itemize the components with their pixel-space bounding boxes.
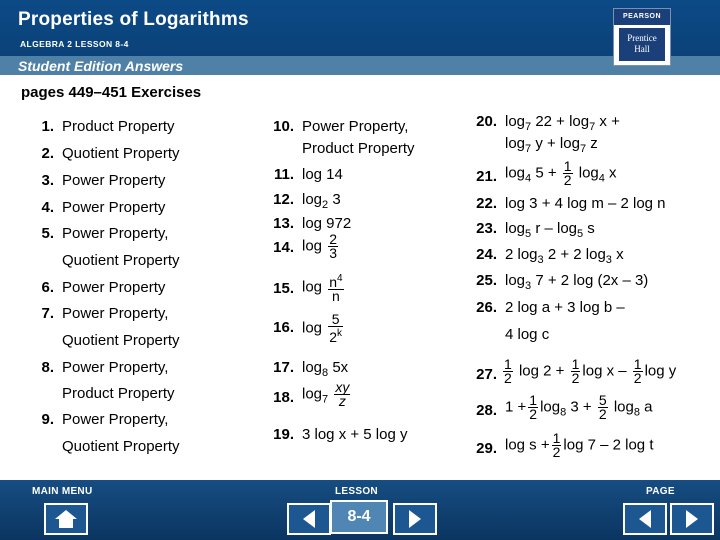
fraction-numerator: 1: [529, 392, 538, 408]
next-page-button[interactable]: [670, 503, 714, 535]
log-text: log 2 +: [518, 362, 565, 380]
log-arg: 7 + 2 log (2x – 3): [531, 272, 649, 289]
log-text: log: [302, 237, 323, 255]
log-text: 3 +: [566, 398, 592, 416]
answer-text: [302, 313, 345, 344]
arrow-left-icon: [301, 509, 317, 529]
answer-number: 12.: [273, 191, 294, 208]
log-arg: x: [611, 246, 624, 263]
log-text: log: [505, 220, 526, 237]
fraction-denominator: n: [331, 288, 340, 304]
next-lesson-button[interactable]: [393, 503, 437, 535]
lesson-label: LESSON: [335, 486, 378, 497]
log-text: y + log: [531, 135, 580, 152]
numerator-exponent: 4: [337, 273, 343, 284]
answer-number: 20.: [476, 113, 497, 130]
fraction-denominator: z: [338, 393, 346, 409]
log-arg: 3: [328, 191, 341, 208]
log-text: log: [613, 398, 634, 416]
log-base: 4: [598, 172, 605, 185]
log-base: 7: [589, 121, 596, 133]
log-text: log s +: [505, 436, 550, 454]
fraction: [503, 358, 513, 385]
fraction-denominator: 2: [571, 370, 580, 386]
answer-text: Power Property,: [62, 305, 169, 322]
answer-text: 2 log a + 3 log b –: [505, 299, 625, 316]
log-arg: z: [586, 135, 598, 152]
fraction: [334, 381, 350, 408]
answer-number: 27.: [476, 366, 497, 383]
logo-line1: Prentice: [627, 33, 657, 43]
log-text: log: [302, 278, 323, 296]
answer-text: Quotient Property: [62, 332, 180, 349]
log-text: log: [505, 113, 526, 130]
answer-number: 18.: [273, 389, 294, 406]
logo-top-text: PEARSON: [614, 9, 670, 25]
answer-number: 1.: [41, 118, 54, 135]
lesson-indicator: 8-4: [330, 500, 388, 534]
answer-number: 6.: [41, 279, 54, 296]
log-base: 8: [322, 367, 329, 379]
fraction: [328, 233, 338, 260]
fraction-denominator: 2: [598, 406, 607, 422]
answer-text: [505, 160, 617, 187]
answer-text: log 3 + 4 log m – 2 log n: [505, 195, 666, 212]
answer-number: 16.: [273, 319, 294, 336]
answer-text: Quotient Property: [62, 438, 180, 455]
answer-text: log 972: [302, 215, 352, 232]
log-arg: s: [583, 220, 595, 237]
log-text: log: [578, 164, 599, 182]
fraction: [552, 432, 562, 459]
answer-text: Power Property,: [62, 411, 169, 428]
fraction-numerator: 1: [571, 356, 580, 372]
log-base: 3: [525, 280, 532, 292]
answer-number: 25.: [476, 272, 497, 289]
log-arg: 5x: [328, 359, 349, 376]
home-icon: [54, 509, 78, 529]
answer-text: Quotient Property: [62, 252, 180, 269]
answer-number: 19.: [273, 426, 294, 443]
answer-text: Product Property: [62, 118, 175, 135]
log-base: 2: [322, 199, 329, 211]
log-arg: a: [639, 398, 653, 416]
log-base: 3: [537, 254, 544, 266]
log-text: log: [302, 385, 323, 403]
log-text: log 7 – 2 log t: [563, 436, 654, 454]
section-title: Student Edition Answers: [18, 58, 184, 74]
answer-number: 2.: [41, 145, 54, 162]
log-base: 8: [560, 406, 567, 419]
fraction-denominator: 2: [633, 370, 642, 386]
previous-lesson-button[interactable]: [287, 503, 331, 535]
answer-text: [505, 135, 598, 158]
fraction-denominator: [328, 327, 343, 344]
fraction-denominator: 2: [563, 172, 572, 188]
fraction-numerator: 5: [598, 392, 607, 408]
answer-text: Power Property,: [62, 225, 169, 242]
answer-number: 22.: [476, 195, 497, 212]
log-text: log y: [644, 362, 677, 380]
answer-text: [302, 381, 352, 408]
arrow-right-icon: [407, 509, 423, 529]
log-text: r – log: [531, 220, 578, 237]
fraction-numerator: 1: [504, 356, 512, 372]
answer-number: 13.: [273, 215, 294, 232]
answer-number: 26.: [476, 299, 497, 316]
main-menu-label: MAIN MENU: [32, 486, 93, 497]
answer-number: 29.: [476, 440, 497, 457]
answer-number: 3.: [41, 172, 54, 189]
answer-text: Quotient Property: [62, 145, 180, 162]
log-text: log: [505, 135, 526, 152]
arrow-left-icon: [637, 509, 653, 529]
log-text: 1 +: [505, 398, 527, 416]
log-base: 8: [633, 406, 640, 419]
fraction: [528, 394, 538, 421]
log-base: 5: [577, 228, 584, 240]
answer-text: [302, 233, 340, 260]
fraction: [571, 358, 581, 385]
page-title: Properties of Logarithms: [18, 9, 249, 30]
page-label: PAGE: [646, 486, 675, 497]
home-button[interactable]: [44, 503, 88, 535]
answer-text: 4 log c: [505, 326, 550, 343]
log-text: log: [505, 164, 526, 182]
answer-text: log 14: [302, 166, 343, 183]
answer-text: [505, 394, 652, 421]
fraction-numerator: 1: [633, 356, 642, 372]
answer-text: [505, 220, 595, 243]
answer-number: 15.: [273, 280, 294, 297]
answer-text: Product Property: [302, 140, 415, 157]
logo-line2: Hall: [634, 44, 650, 54]
answer-text: Power Property,: [62, 359, 169, 376]
answer-text: [302, 191, 341, 214]
log-text: log: [505, 272, 526, 289]
answer-text: [505, 432, 654, 459]
logo-bottom: [619, 28, 665, 61]
log-text: log x –: [582, 362, 627, 380]
log-text: log: [540, 398, 561, 416]
log-base: 7: [579, 143, 587, 155]
numerator-base: n: [329, 274, 337, 290]
answer-text: Power Property: [62, 172, 166, 189]
answer-text: [505, 272, 648, 295]
fraction: [598, 394, 608, 421]
answer-number: 28.: [476, 402, 497, 419]
answer-number: 11.: [273, 166, 294, 183]
log-base: 3: [605, 254, 612, 266]
answer-number: 5.: [41, 225, 54, 242]
fraction: [328, 313, 343, 344]
fraction: [328, 272, 343, 303]
answer-number: 4.: [41, 199, 54, 216]
arrow-right-icon: [684, 509, 700, 529]
log-text: log: [302, 359, 323, 376]
log-text: 2 log: [505, 246, 538, 263]
fraction: [633, 358, 643, 385]
denominator-base: 2: [329, 329, 337, 345]
fraction-numerator: 1: [552, 430, 561, 446]
pearson-logo: [613, 8, 671, 66]
previous-page-button[interactable]: [623, 503, 667, 535]
answer-text: Product Property: [62, 385, 175, 402]
pages-heading: pages 449–451 Exercises: [21, 84, 202, 101]
answer-number: 8.: [41, 359, 54, 376]
log-text: 5 +: [531, 164, 557, 182]
fraction: [563, 160, 573, 187]
answer-text: Power Property: [62, 279, 166, 296]
log-text: log: [302, 319, 323, 337]
fraction-denominator: 2: [529, 406, 538, 422]
answer-text: [505, 246, 624, 269]
answer-number: 21.: [476, 168, 497, 185]
answer-text: [501, 358, 676, 385]
fraction-denominator: 2: [552, 444, 561, 460]
fraction-numerator: xy: [335, 379, 350, 395]
answer-number: 24.: [476, 246, 497, 263]
log-arg: x: [604, 164, 617, 182]
fraction-denominator: 3: [329, 245, 337, 261]
answer-number: 23.: [476, 220, 497, 237]
fraction-numerator: 2: [329, 231, 337, 247]
answer-text: Power Property,: [302, 118, 409, 135]
log-base: 7: [525, 143, 532, 155]
lesson-subtitle: ALGEBRA 2 LESSON 8-4: [20, 39, 129, 49]
answer-text: [302, 272, 346, 303]
answer-number: 9.: [41, 411, 54, 428]
log-base: 7: [322, 393, 329, 406]
answer-text: 3 log x + 5 log y: [302, 426, 408, 443]
log-base: 5: [525, 228, 532, 240]
answer-text: [505, 113, 620, 136]
answer-number: 14.: [273, 239, 294, 256]
log-text: 22 + log: [531, 113, 590, 130]
answer-number: 10.: [273, 118, 294, 135]
log-arg: x +: [595, 113, 620, 130]
fraction-numerator: 5: [328, 313, 343, 327]
fraction-denominator: 2: [504, 370, 512, 386]
denominator-exponent: k: [337, 328, 342, 339]
answer-text: Power Property: [62, 199, 166, 216]
answer-number: 17.: [273, 359, 294, 376]
log-text: log: [302, 191, 323, 208]
answer-number: 7.: [41, 305, 54, 322]
log-text: 2 + 2 log: [543, 246, 606, 263]
fraction-numerator: 1: [563, 158, 572, 174]
log-base: 7: [525, 121, 532, 133]
log-base: 4: [525, 172, 532, 185]
